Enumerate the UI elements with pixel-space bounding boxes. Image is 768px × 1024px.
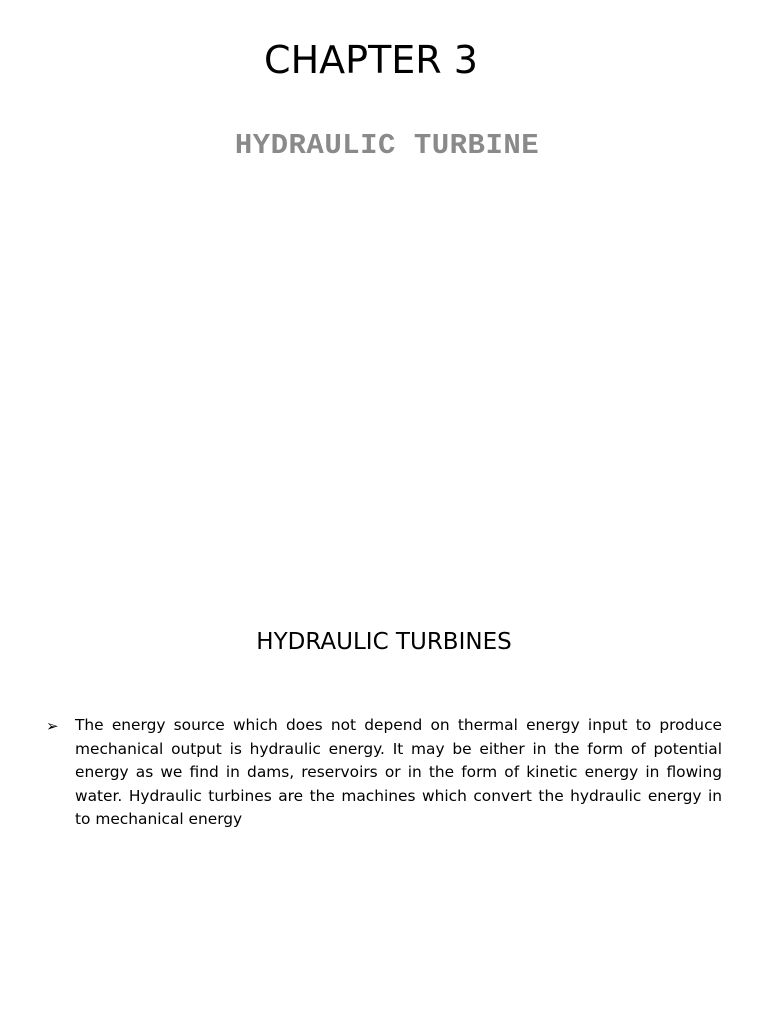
chapter-subtitle: HYDRAULIC TURBINE <box>234 129 540 162</box>
bullet-item <box>46 714 722 832</box>
bullet-text: The energy source which does not depend on thermal energy input to produce mechanical output is hydraulic energy. It may be either in the form of potential energy as we find in dams, reservoirs or in the form of kinetic energy in flowing water. Hydraulic turbines are the machines which convert the hydraulic energy in to mechanical energy <box>75 716 722 829</box>
section-heading: HYDRAULIC TURBINES <box>256 629 512 655</box>
arrow-bullet-icon: ➢ <box>46 718 59 735</box>
chapter-title: CHAPTER 3 <box>264 38 478 82</box>
slide-title-page <box>0 0 768 510</box>
